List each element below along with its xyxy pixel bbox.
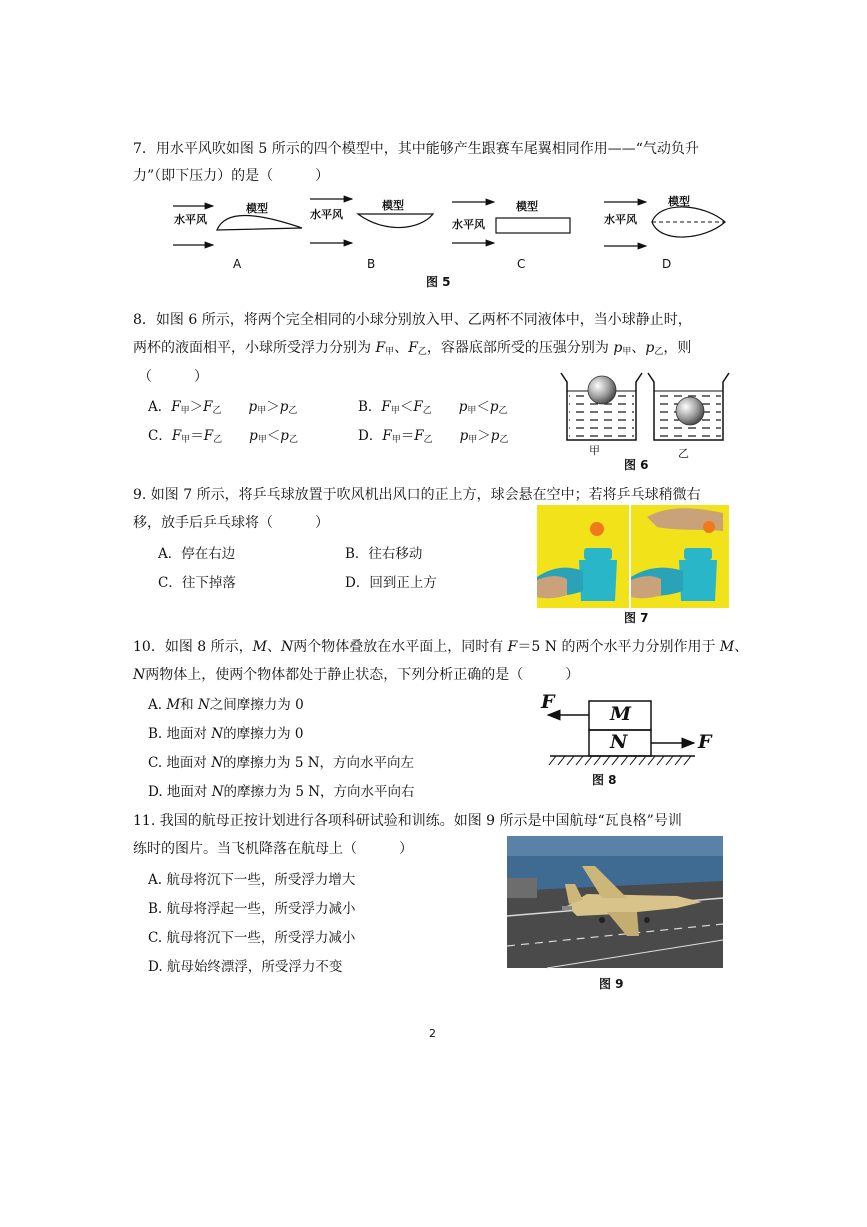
q9-option-c[interactable]: C．往下掉落: [158, 575, 236, 591]
wind-label: 水平风: [452, 218, 485, 231]
q9-line2: 移，放手后乒乓球将（ ）: [133, 515, 329, 531]
figure-9-photo: [507, 836, 723, 968]
wind-label: 水平风: [174, 213, 207, 226]
q11-line1: 11. 我国的航母正按计划进行各项科研试验和训练。如图 9 所示是中国航母“瓦良格”号训: [133, 813, 682, 829]
q7-line1: 7．用水平风吹如图 5 所示的四个模型中，其中能够产生跟赛车尾翼相同作用——“气动负升: [133, 141, 699, 157]
q10-option-d[interactable]: D. 地面对 N的摩擦力为 5 N，方向水平向右: [148, 784, 415, 800]
q10-line2: N两物体上，使两个物体都处于静止状态，下列分析正确的是（ ）: [133, 667, 580, 683]
q8-line2: 两杯的液面相平，小球所受浮力分别为 $F_甲$、$F_乙$，容器底部所受的压强分别为 $p_甲$、$p_乙$，则: [133, 340, 692, 357]
q11-line2: 练时的图片。当飞机降落在航母上（ ）: [133, 841, 413, 857]
q10-option-b[interactable]: B. 地面对 N的摩擦力为 0: [148, 726, 304, 742]
cup-jia-label: 甲: [589, 444, 600, 457]
q11-option-c[interactable]: C. 航母将沉下一些，所受浮力减小: [148, 930, 356, 946]
figure-5-caption: 图 5: [426, 275, 451, 289]
figure-9-caption: 图 9: [599, 977, 624, 991]
block-n-label: N: [610, 731, 628, 753]
wind-label: 水平风: [310, 208, 343, 221]
cup-yi-label: 乙: [678, 447, 689, 460]
q8-option-d[interactable]: D．$F_甲=F_乙$ $p_甲>p_乙$: [358, 428, 509, 445]
figure-6-caption: 图 6: [624, 458, 649, 472]
q9-option-b[interactable]: B．往右移动: [345, 546, 423, 562]
q11-option-b[interactable]: B. 航母将浮起一些，所受浮力减小: [148, 901, 356, 917]
q8-line1: 8．如图 6 所示，将两个完全相同的小球分别放入甲、乙两杯不同液体中，当小球静止时，: [133, 312, 692, 328]
q11-option-d[interactable]: D. 航母始终漂浮，所受浮力不变: [148, 959, 343, 975]
model-label: 模型: [668, 195, 690, 208]
option-letter-a: A: [233, 257, 242, 271]
wind-label: 水平风: [604, 213, 637, 226]
q10-option-a[interactable]: A. M和 N之间摩擦力为 0: [148, 697, 304, 713]
q8-option-c[interactable]: C．$F_甲=F_乙$ $p_甲<p_乙$: [148, 428, 298, 445]
page-number: 2: [429, 1027, 436, 1040]
model-label: 模型: [382, 199, 404, 212]
q9-option-a[interactable]: A．停在右边: [158, 546, 236, 562]
q11-option-a[interactable]: A. 航母将沉下一些，所受浮力增大: [148, 872, 356, 888]
q8-option-a[interactable]: A．$F_甲>F_乙$ $p_甲>p_乙$: [148, 399, 298, 416]
option-letter-b: B: [367, 257, 376, 271]
figure-8-caption: 图 8: [592, 773, 617, 787]
force-right-label: F: [698, 731, 712, 753]
q9-option-d[interactable]: D．回到正上方: [345, 575, 437, 591]
model-label: 模型: [516, 200, 538, 213]
q7-line2: 力”（即下压力）的是（ ）: [133, 168, 330, 184]
force-left-label: F: [541, 691, 555, 713]
option-letter-c: C: [517, 257, 526, 271]
q9-line1: 9. 如图 7 所示，将乒乓球放置于吹风机出风口的正上方，球会悬在空中；若将乒乓球稍微右: [133, 487, 701, 503]
q10-option-c[interactable]: C. 地面对 N的摩擦力为 5 N，方向水平向左: [148, 755, 415, 771]
q8-option-b[interactable]: B．$F_甲<F_乙$ $p_甲<p_乙$: [358, 399, 508, 416]
model-label: 模型: [246, 202, 268, 215]
q8-line3: （ ）: [138, 369, 208, 385]
option-letter-d: D: [662, 257, 672, 271]
figure-7-caption: 图 7: [624, 611, 649, 625]
q10-line1: 10．如图 8 所示，M、N两个物体叠放在水平面上，同时有 F＝5 N 的两个水平力分别作用于 M、: [133, 639, 749, 655]
block-m-label: M: [610, 703, 632, 725]
